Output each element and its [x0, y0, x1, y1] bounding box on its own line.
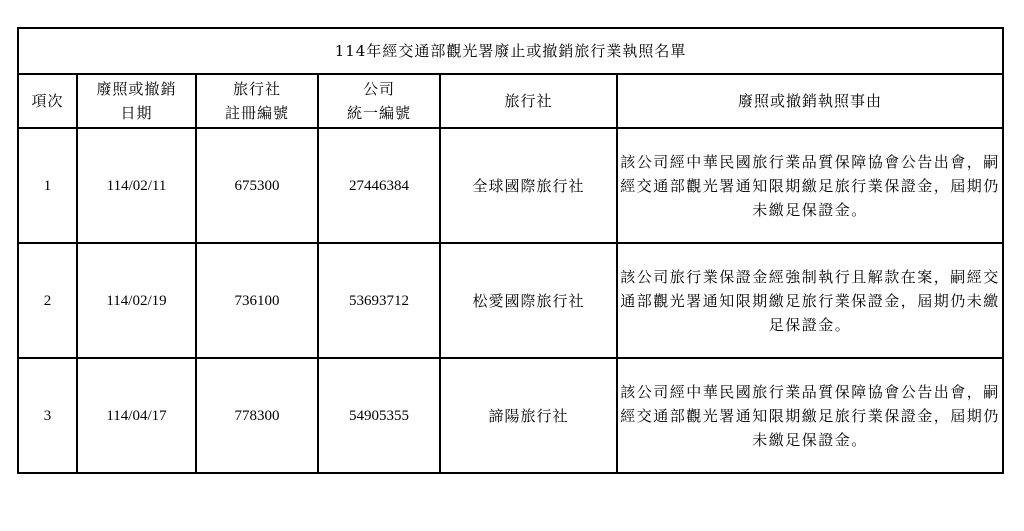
- header-registration-number: [196, 74, 318, 128]
- license-revocation-table: [17, 27, 1004, 474]
- header-date: [77, 74, 196, 128]
- table-row: [18, 358, 1003, 473]
- table-header-row: [18, 74, 1003, 128]
- cell-reason: 該公司經中華民國旅行業品質保障協會公告出會，嗣經交通部觀光署通知限期繳足旅行業保證金，屆期仍未繳足保證金。: [617, 358, 1003, 473]
- cell-index: 1: [18, 128, 77, 243]
- header-reason: 廢照或撤銷執照事由: [617, 74, 1003, 128]
- cell-index: 2: [18, 243, 77, 358]
- table-title: 114年經交通部觀光署廢止或撤銷旅行業執照名單: [18, 28, 1003, 74]
- cell-index: 3: [18, 358, 77, 473]
- cell-agency: 諦陽旅行社: [440, 358, 617, 473]
- cell-date: 114/02/11: [77, 128, 196, 243]
- cell-date: 114/04/17: [77, 358, 196, 473]
- cell-unified-business-number: 27446384: [318, 128, 440, 243]
- table-row: [18, 243, 1003, 358]
- header-index: 項次: [18, 74, 77, 128]
- header-date-line2: 日期: [120, 104, 153, 122]
- header-agency: 旅行社: [440, 74, 617, 128]
- cell-agency: 松愛國際旅行社: [440, 243, 617, 358]
- cell-agency: 全球國際旅行社: [440, 128, 617, 243]
- table-title-row: [18, 28, 1003, 74]
- header-date-line1: 廢照或撤銷: [96, 80, 177, 98]
- header-ubn-line1: 公司: [362, 80, 395, 98]
- header-reg-line2: 註冊編號: [224, 104, 289, 122]
- cell-unified-business-number: 54905355: [318, 358, 440, 473]
- cell-registration-number: 736100: [196, 243, 318, 358]
- cell-registration-number: 675300: [196, 128, 318, 243]
- cell-registration-number: 778300: [196, 358, 318, 473]
- cell-date: 114/02/19: [77, 243, 196, 358]
- cell-unified-business-number: 53693712: [318, 243, 440, 358]
- header-unified-business-number: [318, 74, 440, 128]
- cell-reason: 該公司經中華民國旅行業品質保障協會公告出會，嗣經交通部觀光署通知限期繳足旅行業保證金，屆期仍未繳足保證金。: [617, 128, 1003, 243]
- header-ubn-line2: 統一編號: [346, 104, 411, 122]
- table-row: [18, 128, 1003, 243]
- cell-reason: 該公司旅行業保證金經強制執行且解款在案，嗣經交通部觀光署通知限期繳足旅行業保證金，屆期仍未繳足保證金。: [617, 243, 1003, 358]
- header-reg-line1: 旅行社: [232, 80, 281, 98]
